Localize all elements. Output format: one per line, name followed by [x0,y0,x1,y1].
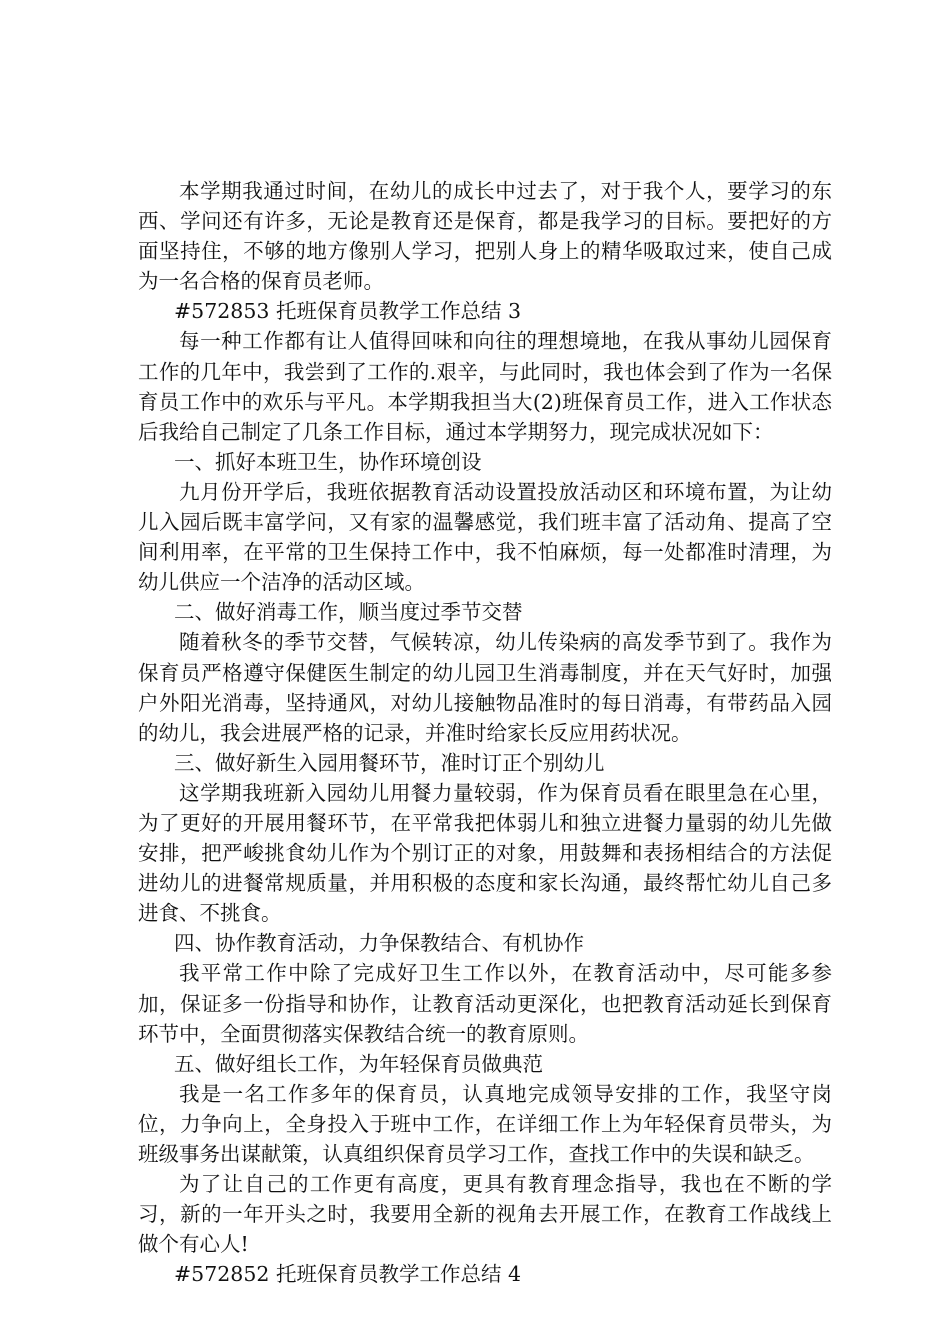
document-body [138,176,832,1289]
section-heading-summary-3: #572853 托班保育员教学工作总结 3 [174,299,522,324]
paragraph-team-leader: 我是一名工作多年的保育员，认真地完成领导安排的工作，我坚守岗位，力争向上，全身投入于班中工作，在详细工作上为年轻保育员带头，为班级事务出谋献策，认真组织保育员学习工作，查找工作中的失误和缺乏。 [138,1081,832,1166]
paragraph-conclusion: 为了让自己的工作更有高度，更具有教育理念指导，我也在不断的学习，新的一年开头之时，我要用全新的视角去开展工作，在教育工作战线上做个有心人! [138,1172,832,1257]
subheading-disinfection: 二、做好消毒工作，顺当度过季节交替 [174,600,523,625]
subheading-team-leader: 五、做好组长工作，为年轻保育员做典范 [174,1051,543,1076]
paragraph-disinfection: 随着秋冬的季节交替，气候转凉，幼儿传染病的高发季节到了。我作为保育员严格遵守保健医生制定的幼儿园卫生消毒制度，并在天气好时，加强户外阳光消毒，坚持通风，对幼儿接触物品准时的每日消毒，有带药品入园的幼儿，我会进展严格的记录，并准时给家长反应用药状况。 [138,630,832,745]
paragraph-meals: 这学期我班新入园幼儿用餐力量较弱，作为保育员看在眼里急在心里，为了更好的开展用餐环节，在平常我把体弱儿和独立进餐力量弱的幼儿先做安排，把严峻挑食幼儿作为个别订正的对象，用鼓舞和表扬相结合的方法促进幼儿的进餐常规质量，并用积极的态度和家长沟通，最终帮忙幼儿自己多进食、不挑食。 [138,780,832,926]
section-heading-summary-4: #572852 托班保育员教学工作总结 4 [174,1262,522,1287]
paragraph-hygiene: 九月份开学后，我班依据教育活动设置投放活动区和环境布置，为让幼儿入园后既丰富学问，又有家的温馨感觉，我们班丰富了活动角、提高了空间利用率，在平常的卫生保持工作中，我不怕麻烦，每一处都准时清理，为幼儿供应一个洁净的活动区域。 [138,479,832,595]
subheading-meals: 三、做好新生入园用餐环节，准时订正个别幼儿 [174,750,605,775]
paragraph-summary-3-intro: 每一种工作都有让人值得回味和向往的理想境地，在我从事幼儿园保育工作的几年中，我尝到了工作的.艰辛，与此同时，我也体会到了作为一名保育员工作中的欢乐与平凡。本学期我担当大(2)班保育员工作，进入工作状态后我给自己制定了几条工作目标，通过本学期努力，现完成状况如下： [138,329,832,444]
paragraph-education-cooperation: 我平常工作中除了完成好卫生工作以外，在教育活动中，尽可能多参加，保证多一份指导和协作，让教育活动更深化，也把教育活动延长到保育环节中，全面贯彻落实保教结合统一的教育原则。 [138,961,832,1046]
subheading-education-cooperation: 四、协作教育活动，力争保教结合、有机协作 [174,931,584,956]
subheading-hygiene: 一、抓好本班卫生，协作环境创设 [174,449,482,474]
paragraph-intro-summary: 本学期我通过时间，在幼儿的成长中过去了，对于我个人，要学习的东西、学问还有许多，无论是教育还是保育，都是我学习的目标。要把好的方面坚持住，不够的地方像别人学习，把别人身上的精华吸取过来，使自己成为一名合格的保育员老师。 [138,179,832,294]
